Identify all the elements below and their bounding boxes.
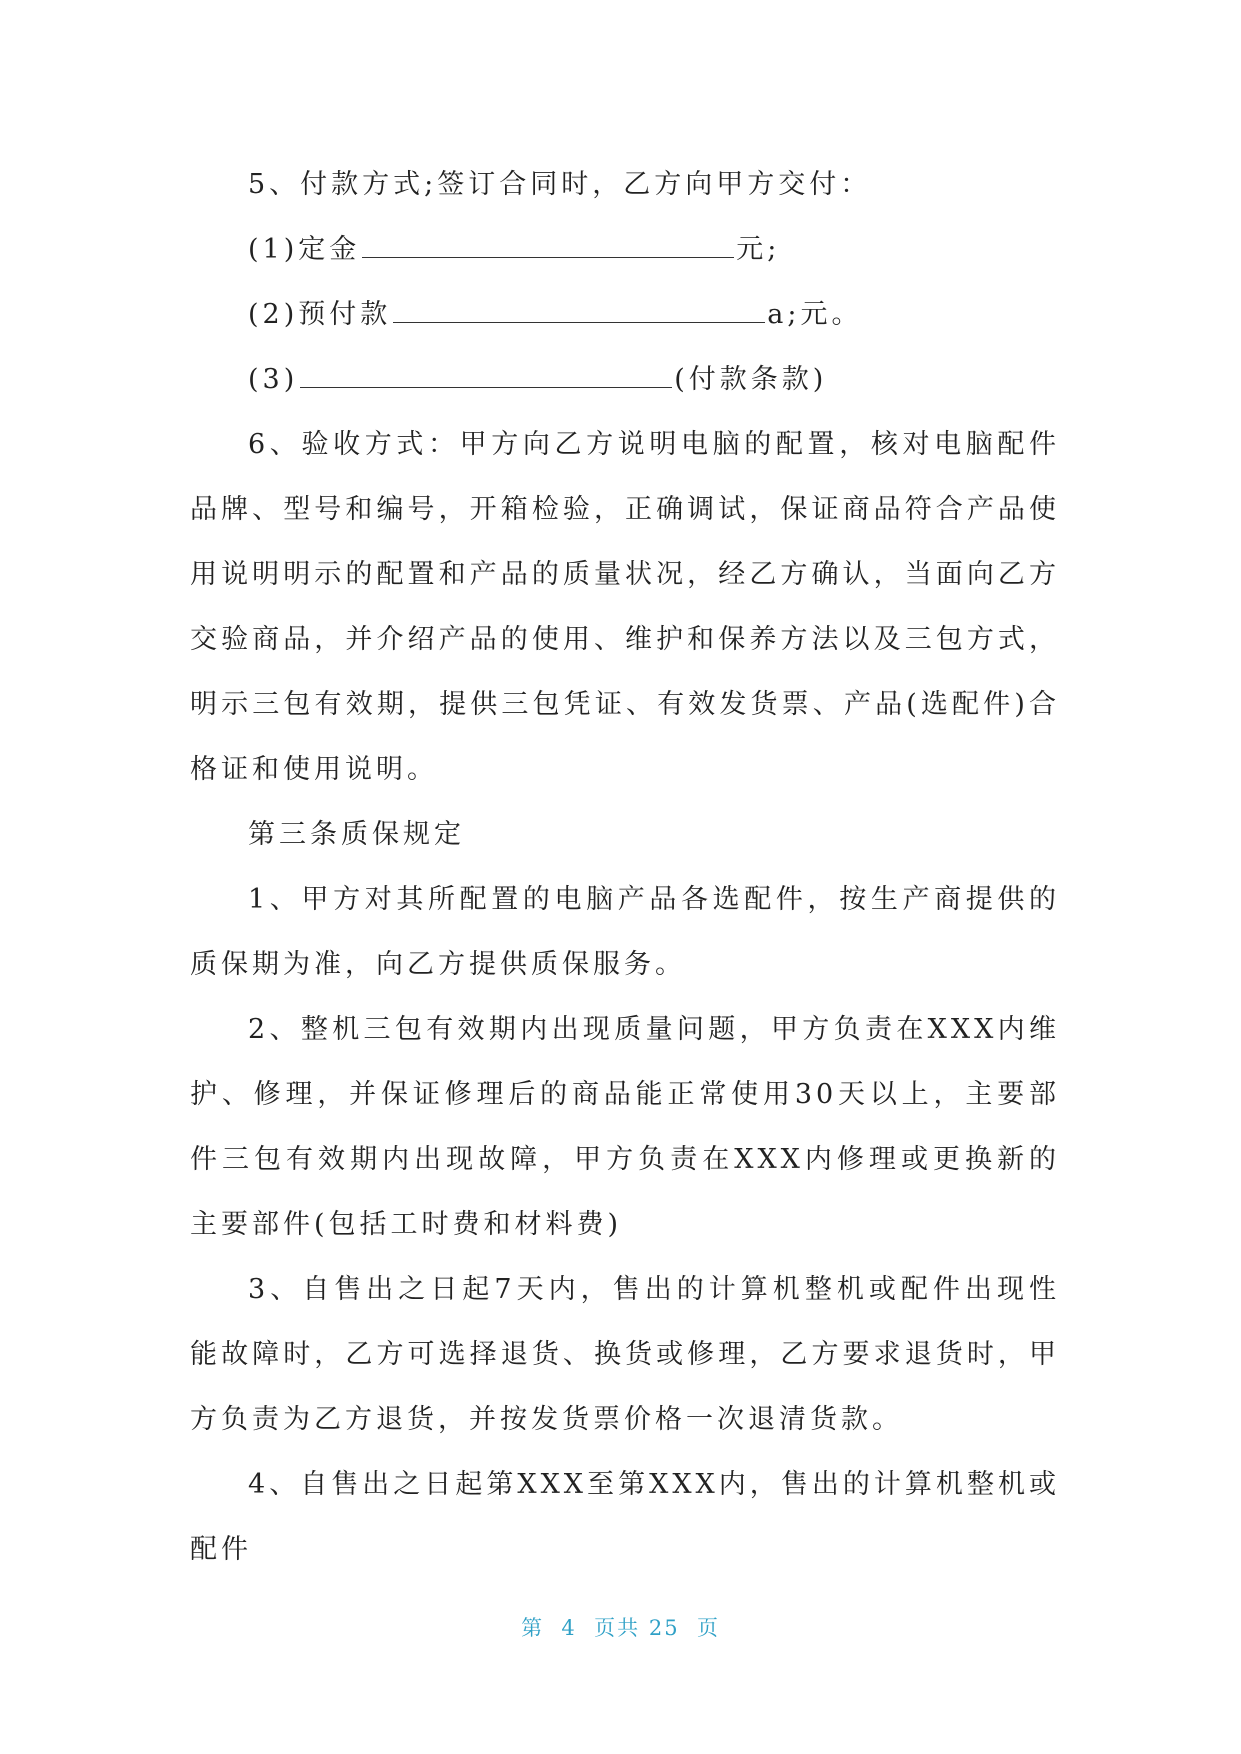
paragraph-prepayment — [190, 282, 1060, 347]
paragraph-payment-method: 5、付款方式;签订合同时，乙方向甲方交付： — [248, 169, 872, 200]
prepayment-label: (2)预付款 — [248, 299, 392, 330]
prepayment-blank-line — [393, 321, 765, 323]
deposit-label: (1)定金 — [248, 234, 361, 265]
current-page-number: 4 — [561, 1616, 577, 1640]
deposit-unit: 元; — [736, 234, 781, 265]
paragraph-warranty-2: 2、整机三包有效期内出现质量问题，甲方负责在XXX内维护、修理，并保证修理后的商品能正常使用30天以上，主要部件三包有效期内出现故障，甲方负责在XXX内修理或更换新的主要部件(包括工时费和材料费) — [190, 1014, 1060, 1240]
payment-terms-note: (付款条款) — [674, 364, 828, 395]
paragraph-payment-terms — [190, 347, 1060, 412]
document-body — [190, 152, 1060, 1582]
total-pages-number: 25 — [648, 1616, 680, 1640]
paragraph-deposit — [190, 217, 1060, 282]
section-heading-warranty: 第三条质保规定 — [248, 819, 465, 850]
paragraph-warranty-4: 4、自售出之日起第XXX至第XXX内，售出的计算机整机或配件 — [190, 1469, 1060, 1565]
paragraph-warranty-3: 3、自售出之日起7天内，售出的计算机整机或配件出现性能故障时，乙方可选择退货、换货或修理，乙方要求退货时，甲方负责为乙方退货，并按发货票价格一次退清货款。 — [190, 1274, 1060, 1435]
payment-terms-label: (3) — [248, 364, 299, 395]
page-footer — [0, 1612, 1241, 1642]
footer-prefix: 第 — [521, 1616, 545, 1640]
prepayment-unit: a;元。 — [767, 299, 863, 330]
footer-suffix: 页 — [696, 1616, 720, 1640]
payment-terms-blank-line — [300, 386, 672, 388]
footer-mid: 页共 — [594, 1616, 641, 1640]
deposit-blank-line — [362, 256, 734, 258]
paragraph-acceptance-method: 6、验收方式：甲方向乙方说明电脑的配置，核对电脑配件品牌、型号和编号，开箱检验，正确调试，保证商品符合产品使用说明明示的配置和产品的质量状况，经乙方确认，当面向乙方交验商品，并介绍产品的使用、维护和保养方法以及三包方式，明示三包有效期，提供三包凭证、有效发货票、产品(选配件)合格证和使用说明。 — [190, 429, 1060, 785]
paragraph-warranty-1: 1、甲方对其所配置的电脑产品各选配件，按生产商提供的质保期为准，向乙方提供质保服务。 — [190, 884, 1060, 980]
